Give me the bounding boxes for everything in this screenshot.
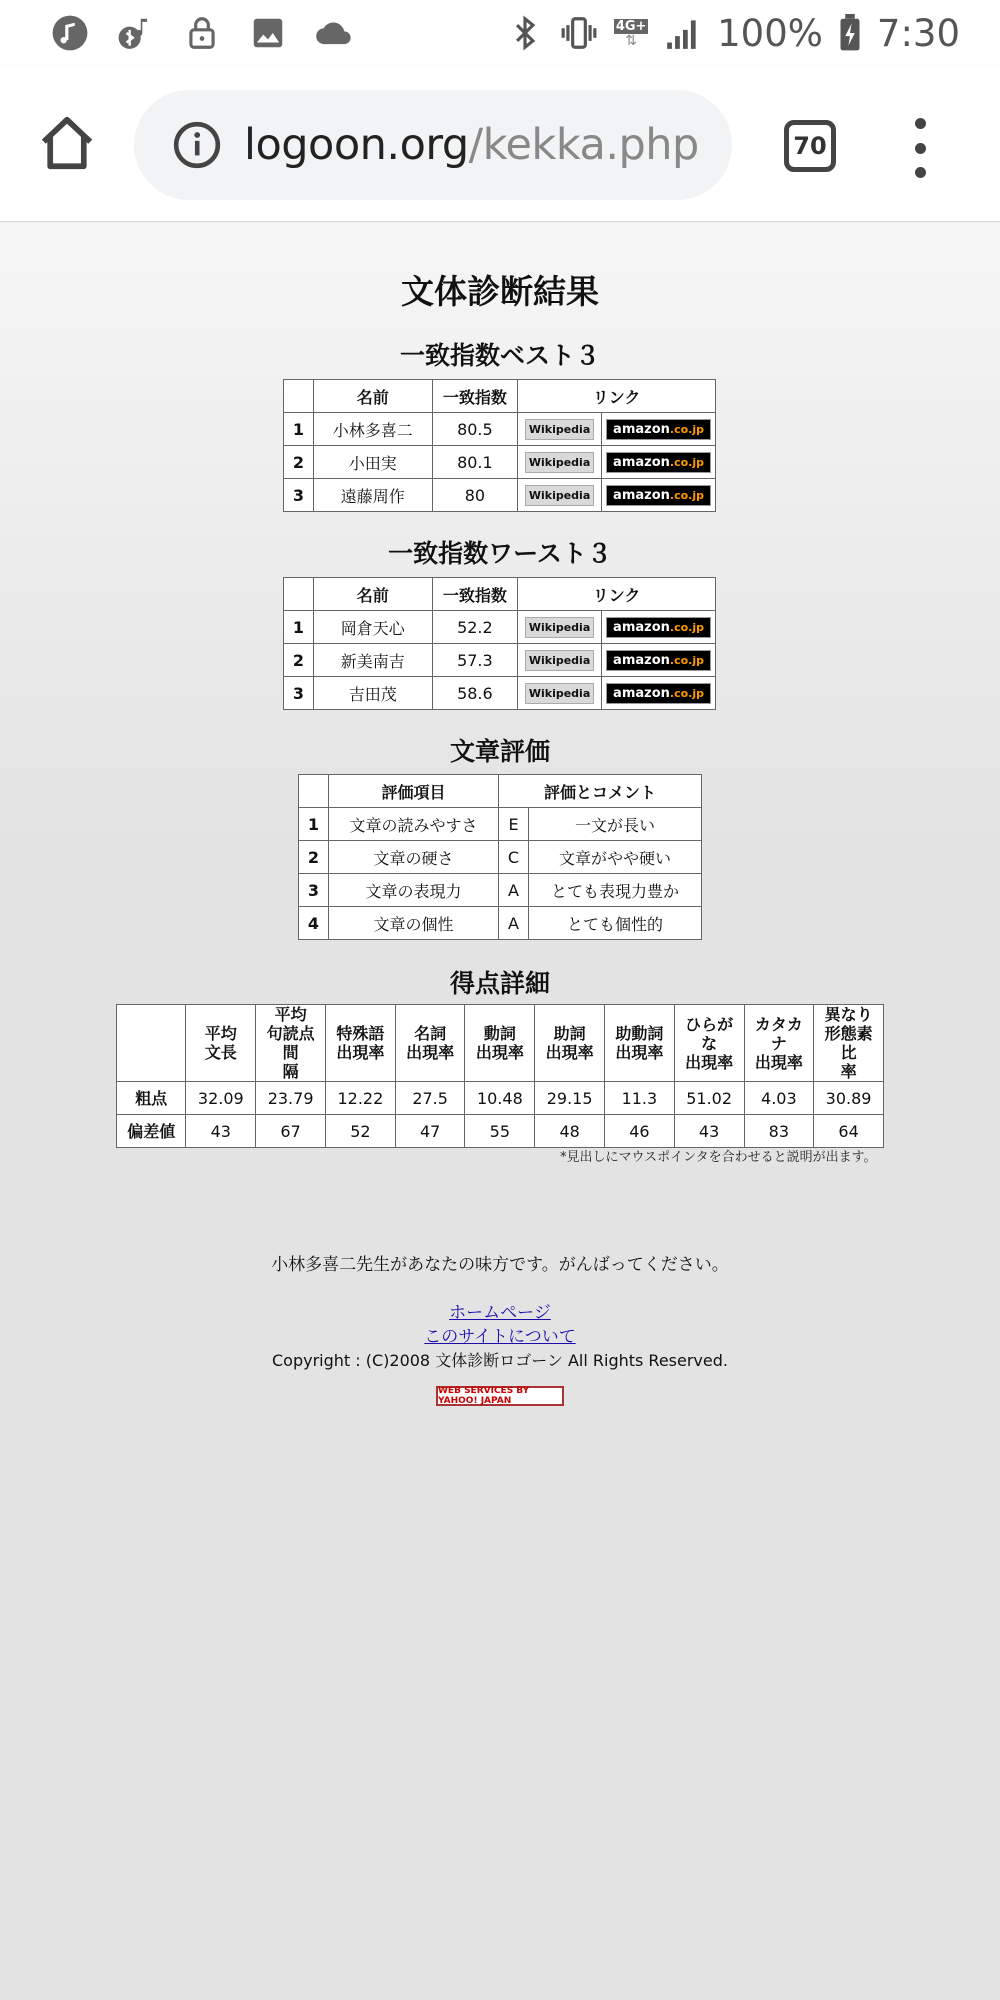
amazon-link[interactable] xyxy=(606,650,711,671)
corner-header xyxy=(117,1005,186,1082)
detail-column-header[interactable] xyxy=(605,1005,675,1082)
detail-header-line: 名詞 xyxy=(414,1024,447,1043)
score-header: 一致指数 xyxy=(432,578,517,611)
detail-column-header[interactable] xyxy=(814,1005,884,1082)
homepage-link[interactable]: ホームページ xyxy=(449,1303,551,1323)
browser-toolbar xyxy=(0,66,1000,222)
raw-score-cell: 11.3 xyxy=(605,1082,675,1115)
network-type-icon: 4G+ ⇅ xyxy=(615,18,647,49)
raw-score-cell: 10.48 xyxy=(465,1082,535,1115)
deviation-cell: 55 xyxy=(465,1115,535,1148)
url-text[interactable] xyxy=(244,120,699,170)
detail-column-header[interactable] xyxy=(744,1005,814,1082)
rank-cell: 1 xyxy=(284,611,314,644)
wikipedia-link[interactable]: Wikipedia xyxy=(525,485,594,506)
table-row xyxy=(284,479,716,512)
deviation-cell: 48 xyxy=(535,1115,605,1148)
evaluation-heading: 文章評価 xyxy=(449,737,550,766)
score-header: 一致指数 xyxy=(432,380,517,413)
comment-cell: とても個性的 xyxy=(529,907,702,940)
item-cell: 文章の読みやすさ xyxy=(329,808,499,841)
name-header: 名前 xyxy=(313,380,432,413)
link-header: リンク xyxy=(518,380,716,413)
detail-header-line: 出現率 xyxy=(754,1052,803,1072)
worst-table xyxy=(283,577,716,710)
detail-header-line: 出現率 xyxy=(336,1043,385,1062)
table-row xyxy=(299,874,702,907)
battery-charging-icon xyxy=(837,13,863,53)
detail-header-line: 隔 xyxy=(282,1062,299,1081)
home-button[interactable] xyxy=(36,112,98,174)
amazon-link[interactable] xyxy=(606,617,711,638)
detail-header-line: カタカナ xyxy=(754,1014,803,1053)
detail-column-header[interactable] xyxy=(465,1005,535,1082)
wikipedia-link[interactable]: Wikipedia xyxy=(525,452,594,473)
grade-cell: A xyxy=(499,907,529,940)
detail-header-line: 率 xyxy=(840,1062,857,1081)
raw-score-label: 粗点 xyxy=(117,1082,186,1115)
best-table xyxy=(283,379,716,512)
comment-cell: とても表現力豊か xyxy=(529,874,702,907)
table-row xyxy=(284,611,716,644)
clock: 7:30 xyxy=(876,11,960,55)
table-row xyxy=(299,841,702,874)
dot-icon xyxy=(915,143,926,154)
advice-message: 小林多喜二先生があなたの味方です。がんばってください。 xyxy=(271,1255,729,1275)
image-icon xyxy=(248,13,288,53)
rank-cell: 3 xyxy=(284,677,314,710)
address-bar[interactable] xyxy=(134,90,732,200)
amazon-label: amazon xyxy=(613,620,670,635)
url-host: logoon.org xyxy=(244,120,469,170)
amazon-link[interactable] xyxy=(606,485,711,506)
detail-header-line: 出現率 xyxy=(406,1043,455,1062)
rank-header xyxy=(284,578,314,611)
raw-score-cell: 32.09 xyxy=(186,1082,256,1115)
detail-column-header[interactable] xyxy=(395,1005,465,1082)
detail-header-line: ひらがな xyxy=(685,1014,734,1053)
deviation-cell: 64 xyxy=(814,1115,884,1148)
amazon-tld: .co.jp xyxy=(669,423,704,436)
grade-cell: C xyxy=(499,841,529,874)
status-bar xyxy=(0,0,1000,66)
name-cell: 小田実 xyxy=(313,446,432,479)
rank-header xyxy=(299,775,329,808)
score-cell: 58.6 xyxy=(432,677,517,710)
amazon-label: amazon xyxy=(613,488,670,503)
deviation-cell: 52 xyxy=(326,1115,396,1148)
rank-cell: 1 xyxy=(299,808,329,841)
item-cell: 文章の表現力 xyxy=(329,874,499,907)
detail-column-header[interactable] xyxy=(535,1005,605,1082)
detail-header-line: 句読点間 xyxy=(266,1024,315,1062)
url-path: /kekka.php xyxy=(468,120,699,170)
amazon-label: amazon xyxy=(613,455,670,470)
raw-score-cell: 51.02 xyxy=(674,1082,744,1115)
detail-column-header[interactable] xyxy=(186,1005,256,1082)
score-cell: 80.1 xyxy=(432,446,517,479)
detail-table xyxy=(116,1004,884,1148)
amazon-link[interactable] xyxy=(606,683,711,704)
score-cell: 80 xyxy=(432,479,517,512)
detail-header-line: 助動詞 xyxy=(615,1024,664,1043)
rank-cell: 3 xyxy=(284,479,314,512)
amazon-tld: .co.jp xyxy=(669,654,704,667)
score-cell: 52.2 xyxy=(432,611,517,644)
music-icon xyxy=(50,13,90,53)
amazon-link[interactable] xyxy=(606,452,711,473)
item-header: 評価項目 xyxy=(329,775,499,808)
detail-header-line: 平均 xyxy=(274,1005,307,1024)
name-cell: 吉田茂 xyxy=(313,677,432,710)
detail-header-line: 出現率 xyxy=(545,1043,594,1062)
wikipedia-link[interactable]: Wikipedia xyxy=(525,650,594,671)
table-row xyxy=(284,644,716,677)
table-row xyxy=(284,677,716,710)
copyright: Copyright : (C)2008 文体診断ロゴーン All Rights Reserved. xyxy=(271,1351,728,1370)
vibrate-icon xyxy=(559,13,599,53)
detail-heading: 得点詳細 xyxy=(449,969,550,998)
lock-icon xyxy=(182,13,222,53)
raw-score-cell: 29.15 xyxy=(535,1082,605,1115)
info-icon[interactable] xyxy=(172,120,222,170)
rank-cell: 3 xyxy=(299,874,329,907)
detail-column-header[interactable] xyxy=(256,1005,326,1082)
rank-cell: 2 xyxy=(284,644,314,677)
amazon-label: amazon xyxy=(613,653,670,668)
wikipedia-link[interactable]: Wikipedia xyxy=(525,683,594,704)
name-cell: 岡倉天心 xyxy=(313,611,432,644)
yahoo-badge[interactable]: WEB SERVICES BY YAHOO! JAPAN xyxy=(436,1386,564,1406)
name-cell: 遠藤周作 xyxy=(313,479,432,512)
detail-header-line: 出現率 xyxy=(475,1043,524,1062)
raw-score-cell: 12.22 xyxy=(326,1082,396,1115)
deviation-cell: 67 xyxy=(256,1115,326,1148)
wikipedia-link[interactable]: Wikipedia xyxy=(525,617,594,638)
amazon-tld: .co.jp xyxy=(669,489,704,502)
more-menu-button[interactable] xyxy=(900,118,940,178)
rank-cell: 4 xyxy=(299,907,329,940)
raw-score-cell: 27.5 xyxy=(395,1082,465,1115)
rank-cell: 1 xyxy=(284,413,314,446)
item-cell: 文章の個性 xyxy=(329,907,499,940)
amazon-label: amazon xyxy=(613,686,670,701)
battery-percent: 100% xyxy=(717,11,823,55)
page-title: 文体診断結果 xyxy=(401,272,599,311)
deviation-cell: 47 xyxy=(395,1115,465,1148)
link-header: リンク xyxy=(518,578,716,611)
detail-header-line: 動詞 xyxy=(483,1024,516,1043)
bluetooth-audio-icon xyxy=(116,13,156,53)
home-icon xyxy=(36,112,98,174)
score-cell: 80.5 xyxy=(432,413,517,446)
deviation-cell: 83 xyxy=(744,1115,814,1148)
comment-cell: 文章がやや硬い xyxy=(529,841,702,874)
evaluation-table xyxy=(298,774,702,940)
wikipedia-link[interactable]: Wikipedia xyxy=(525,419,594,440)
detail-header-line: 出現率 xyxy=(615,1043,664,1062)
tab-count: 70 xyxy=(793,132,827,160)
rank-header xyxy=(284,380,314,413)
amazon-label: amazon xyxy=(613,422,670,437)
table-row xyxy=(299,907,702,940)
rank-cell: 2 xyxy=(284,446,314,479)
detail-header-line: 特殊語 xyxy=(336,1024,385,1043)
deviation-cell: 46 xyxy=(605,1115,675,1148)
deviation-label: 偏差値 xyxy=(117,1115,186,1148)
cloud-icon xyxy=(314,13,354,53)
name-cell: 小林多喜二 xyxy=(313,413,432,446)
worst-heading: 一致指数ワースト３ xyxy=(388,539,612,568)
deviation-cell: 43 xyxy=(674,1115,744,1148)
detail-header-line: 形態素比 xyxy=(824,1024,873,1062)
detail-header-line: 異なり xyxy=(824,1005,873,1024)
name-cell: 新美南吉 xyxy=(313,644,432,677)
web-page xyxy=(0,222,1000,2000)
dot-icon xyxy=(915,118,926,129)
detail-column-header[interactable] xyxy=(674,1005,744,1082)
amazon-tld: .co.jp xyxy=(669,456,704,469)
dot-icon xyxy=(915,167,926,178)
detail-header-line: 出現率 xyxy=(685,1052,734,1072)
comment-cell: 一文が長い xyxy=(529,808,702,841)
raw-score-cell: 30.89 xyxy=(814,1082,884,1115)
detail-header-line: 平均 xyxy=(204,1024,237,1043)
score-cell: 57.3 xyxy=(432,644,517,677)
detail-header-line: 助詞 xyxy=(553,1024,586,1043)
tab-switcher-button[interactable] xyxy=(784,120,836,172)
amazon-tld: .co.jp xyxy=(669,687,704,700)
item-cell: 文章の硬さ xyxy=(329,841,499,874)
bluetooth-icon xyxy=(505,13,545,53)
name-header: 名前 xyxy=(313,578,432,611)
table-row xyxy=(284,413,716,446)
detail-header-line: 文長 xyxy=(204,1043,237,1062)
grade-cell: A xyxy=(499,874,529,907)
table-row xyxy=(284,446,716,479)
best-heading: 一致指数ベスト３ xyxy=(399,341,600,370)
about-link[interactable]: このサイトについて xyxy=(424,1327,576,1347)
table-row xyxy=(299,808,702,841)
raw-score-cell: 4.03 xyxy=(744,1082,814,1115)
amazon-tld: .co.jp xyxy=(669,621,704,634)
signal-icon xyxy=(663,13,703,53)
detail-column-header[interactable] xyxy=(326,1005,396,1082)
rank-cell: 2 xyxy=(299,841,329,874)
grade-cell: E xyxy=(499,808,529,841)
hover-note: *見出しにマウスポインタを合わせると説明が出ます。 xyxy=(560,1150,877,1165)
raw-score-cell: 23.79 xyxy=(256,1082,326,1115)
comment-header: 評価とコメント xyxy=(499,775,702,808)
deviation-cell: 43 xyxy=(186,1115,256,1148)
amazon-link[interactable] xyxy=(606,419,711,440)
